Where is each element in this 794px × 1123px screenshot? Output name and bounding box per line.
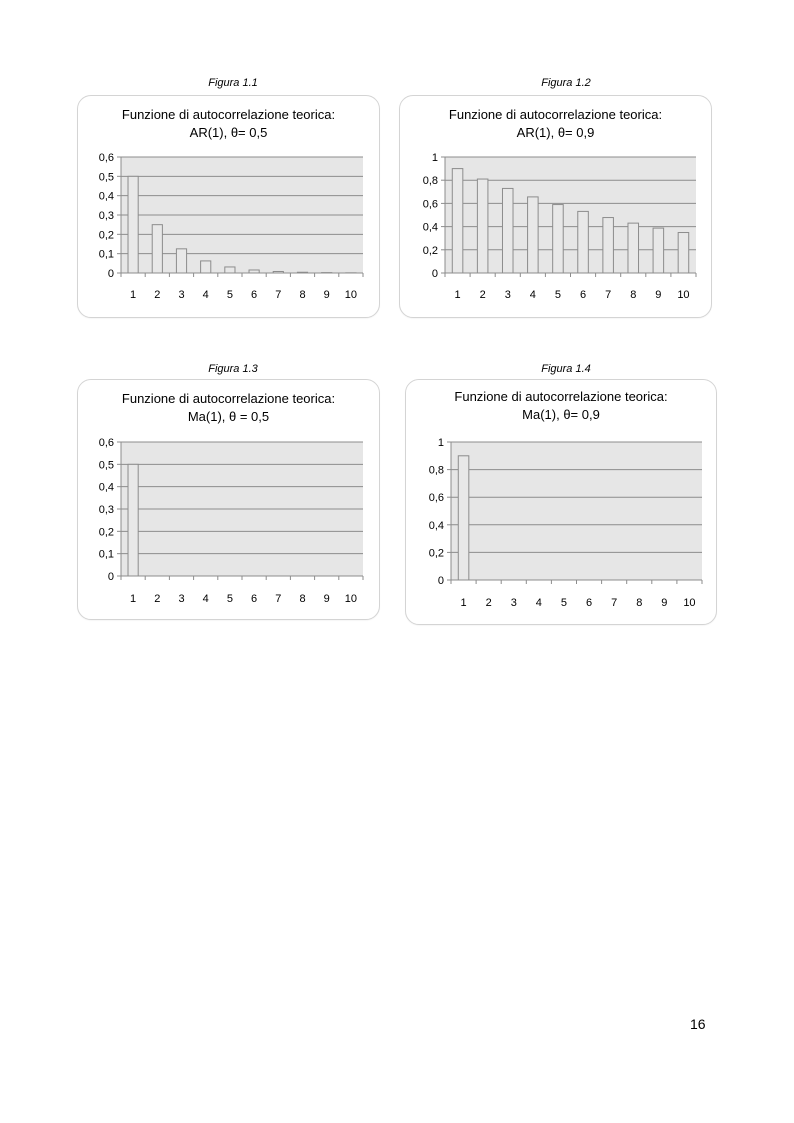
y-tick-label: 0,6 [98, 152, 114, 164]
bar [128, 176, 138, 273]
bar [152, 225, 162, 273]
bar [578, 211, 589, 273]
chart-1 [77, 95, 380, 318]
x-tick-label: 7 [275, 289, 282, 301]
chart-title-line-2: Ma(1), θ = 0,5 [187, 409, 270, 424]
chart-2 [399, 95, 712, 318]
y-tick-label: 0,4 [428, 519, 444, 532]
y-tick-label: 0,4 [98, 190, 114, 203]
bar [458, 456, 469, 580]
figure-caption-4: Figura 1.4 [541, 363, 591, 375]
x-tick-label: 1 [130, 289, 137, 301]
x-tick-label: 5 [560, 597, 568, 609]
bar [128, 464, 138, 576]
chart-title-line-1: Funzione di autocorrelazione teorica: [454, 389, 668, 404]
chart-plot [78, 96, 379, 317]
x-tick-label: 10 [344, 593, 358, 605]
plot-area [451, 442, 702, 580]
figure-caption-2: Figura 1.2 [541, 77, 591, 89]
chart-plot [400, 96, 711, 317]
x-tick-label: 8 [630, 289, 637, 301]
y-tick-label: 0,3 [98, 504, 114, 516]
y-tick-label: 1 [431, 152, 438, 164]
x-tick-label: 1 [130, 593, 137, 605]
figure-caption-1: Figura 1.1 [208, 77, 258, 89]
x-tick-label: 2 [485, 597, 492, 609]
x-tick-label: 9 [661, 597, 668, 609]
x-tick-label: 10 [683, 597, 696, 609]
x-tick-label: 2 [154, 593, 161, 605]
bar [528, 197, 539, 273]
x-tick-label: 6 [251, 289, 258, 301]
x-tick-label: 8 [299, 289, 306, 301]
chart-plot [78, 380, 379, 619]
y-tick-label: 0,8 [428, 464, 444, 477]
x-tick-label: 10 [344, 289, 358, 301]
chart-4 [405, 379, 717, 625]
bar [603, 218, 614, 273]
y-tick-label: 0,3 [98, 210, 114, 222]
y-tick-label: 0,2 [98, 526, 114, 539]
x-tick-label: 4 [535, 597, 542, 609]
x-tick-label: 4 [202, 593, 209, 605]
x-tick-label: 7 [275, 593, 282, 605]
bar [653, 228, 664, 273]
y-tick-label: 0,4 [98, 481, 114, 494]
chart-3 [77, 379, 380, 620]
x-tick-label: 6 [585, 597, 593, 609]
x-tick-label: 3 [504, 289, 511, 301]
y-tick-label: 0,6 [98, 437, 114, 449]
y-tick-label: 0,2 [98, 229, 114, 242]
x-tick-label: 5 [226, 289, 233, 301]
bar [225, 267, 235, 273]
x-tick-label: 4 [202, 289, 209, 301]
chart-title-line-1: Funzione di autocorrelazione teorica: [121, 107, 336, 122]
y-tick-label: 0,2 [422, 244, 438, 257]
bar [176, 249, 186, 273]
bar [553, 205, 564, 273]
x-tick-label: 8 [636, 597, 643, 609]
chart-title-line-2: AR(1), θ= 0,9 [516, 125, 595, 140]
x-tick-label: 5 [226, 593, 233, 605]
y-tick-label: 0,1 [98, 248, 114, 261]
bar [201, 261, 211, 273]
y-tick-label: 0,8 [422, 175, 438, 188]
y-tick-label: 0,4 [422, 221, 438, 234]
x-tick-label: 5 [554, 289, 562, 301]
y-tick-label: 0,5 [98, 459, 114, 472]
x-tick-label: 10 [677, 289, 690, 301]
chart-title-line-2: AR(1), θ= 0,5 [189, 125, 268, 140]
y-tick-label: 0 [107, 571, 114, 583]
x-tick-label: 9 [655, 289, 662, 301]
x-tick-label: 4 [529, 289, 536, 301]
y-tick-label: 0,2 [428, 547, 444, 560]
x-tick-label: 7 [605, 289, 612, 301]
y-tick-label: 0,6 [428, 492, 444, 505]
page-number: 16 [690, 1016, 706, 1032]
bar [678, 233, 689, 273]
x-tick-label: 6 [579, 289, 587, 301]
chart-plot [406, 380, 716, 624]
y-tick-label: 0,5 [98, 171, 114, 184]
chart-title-line-1: Funzione di autocorrelazione teorica: [121, 391, 336, 406]
x-tick-label: 1 [454, 289, 461, 301]
chart-title-line-1: Funzione di autocorrelazione teorica: [448, 107, 663, 122]
y-tick-label: 0 [431, 268, 438, 280]
x-tick-label: 6 [251, 593, 258, 605]
x-tick-label: 9 [323, 593, 330, 605]
x-tick-label: 8 [299, 593, 306, 605]
x-tick-label: 2 [154, 289, 161, 301]
x-tick-label: 2 [479, 289, 486, 301]
x-tick-label: 3 [178, 289, 185, 301]
x-tick-label: 1 [460, 597, 467, 609]
bar [477, 179, 488, 273]
x-tick-label: 9 [323, 289, 330, 301]
figure-caption-3: Figura 1.3 [208, 363, 258, 375]
y-tick-label: 0 [107, 268, 114, 280]
y-tick-label: 0 [437, 575, 444, 587]
chart-title-line-2: Ma(1), θ= 0,9 [522, 407, 600, 422]
y-tick-label: 1 [437, 437, 444, 449]
x-tick-label: 3 [510, 597, 517, 609]
bar [628, 223, 639, 273]
y-tick-label: 0,1 [98, 548, 114, 561]
bar [452, 169, 463, 273]
bar [502, 188, 513, 273]
y-tick-label: 0,6 [422, 198, 438, 211]
x-tick-label: 7 [611, 597, 618, 609]
x-tick-label: 3 [178, 593, 185, 605]
